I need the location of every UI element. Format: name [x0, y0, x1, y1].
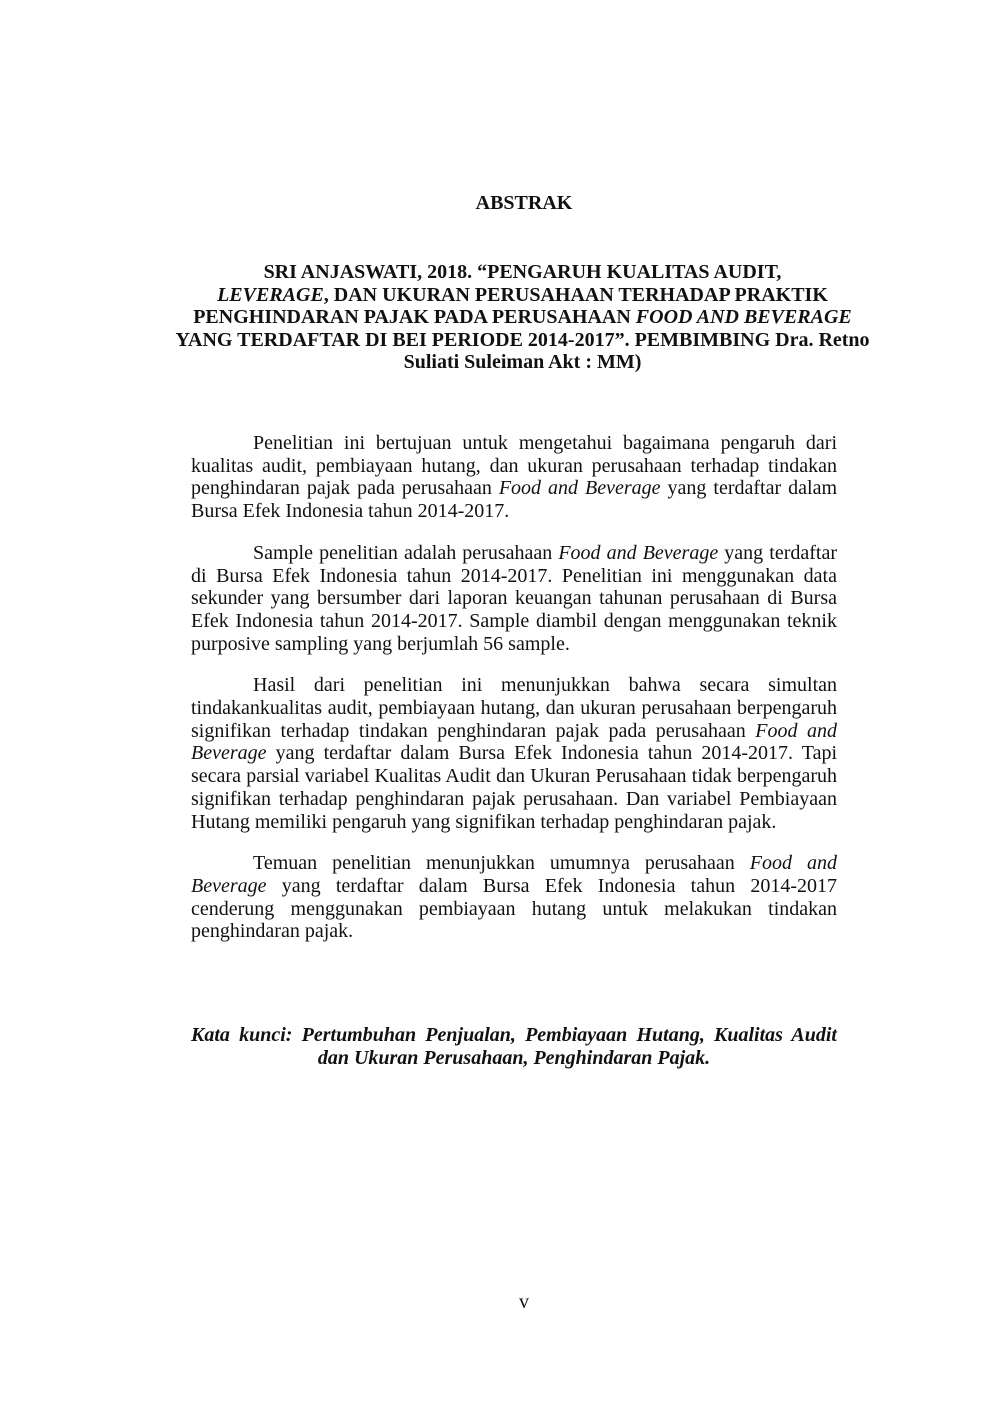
abstract-body — [191, 432, 837, 962]
paragraph-text: yang terdaftar dalam Bursa Efek Indonesia tahun 2014-2017. — [191, 477, 838, 523]
title-leverage-term: LEVERAGE — [217, 283, 324, 306]
paragraph-text: Hasil dari penelitian ini menunjukkan bahwa secara simultan tindakankualitas audit, pembiayaan hutang, dan ukuran perusahaan berpengaruh signifikan terhadap tindakan penghindaran pajak pada perusahaan — [191, 674, 837, 742]
abstract-paragraph-1 — [191, 432, 837, 523]
keywords: Kata kunci: Pertumbuhan Penjualan, Pembiayaan Hutang, Kualitas Audit dan Ukuran Perusahaan, Penghindaran Pajak. — [191, 1024, 837, 1069]
paragraph-text: Temuan penelitian menunjukkan umumnya perusahaan — [253, 852, 750, 875]
paragraph-text: Penelitian ini bertujuan untuk mengetahui bagaimana pengaruh dari kualitas audit, pembiayaan hutang, dan ukuran perusahaan terhadap tindakan penghindaran pajak pada perusahaan — [191, 432, 837, 500]
paragraph-text: Sample penelitian adalah perusahaan — [253, 541, 559, 564]
title-end-text: YANG TERDAFTAR DI BEI PERIODE 2014-2017”. PEMBIMBING Dra. Retno Suliati Suleiman Akt : MM) — [175, 328, 870, 374]
title-author-line: SRI ANJASWATI, 2018. “PENGARUH KUALITAS AUDIT, — [263, 261, 782, 283]
paragraph-italic-term: Food and Beverage — [498, 477, 661, 500]
page-number: v — [519, 1291, 529, 1313]
paragraph-text: yang terdaftar dalam Bursa Efek Indonesia tahun 2014-2017. Tapi secara parsial variabel Kualitas Audit dan Ukuran Perusahaan tidak berpengaruh signifikan terhadap penghindaran pajak perusahaan. Dan variabel Pembiayaan Hutang memiliki pengaruh yang signifikan terhadap penghindaran pajak. — [191, 742, 837, 833]
paragraph-text: yang terdaftar dalam Bursa Efek Indonesia tahun 2014-2017 cenderung menggunakan pembiayaan hutang untuk melakukan tindakan penghindaran pajak. — [191, 874, 837, 943]
abstract-paragraph-3 — [191, 674, 837, 833]
paragraph-text: yang terdaftar di Bursa Efek Indonesia tahun 2014-2017. Penelitian ini menggunakan data sekunder yang bersumber dari laporan keuangan tahunan perusahaan di Bursa Efek Indonesia tahun 2014-2017. Sample diambil dengan menggunakan teknik purposive sampling yang berjumlah 56 sample. — [191, 541, 837, 655]
paragraph-italic-term: Food and Beverage — [191, 852, 838, 897]
abstract-paragraph-2 — [191, 542, 837, 656]
title-food-beverage-term: FOOD AND BEVERAGE — [635, 306, 852, 329]
abstract-heading: ABSTRAK — [475, 192, 573, 214]
paragraph-italic-term: Food and Beverage — [558, 541, 719, 564]
paragraph-italic-term: Food and Beverage — [191, 719, 837, 765]
title-middle-text: , DAN UKURAN PERUSAHAAN TERHADAP PRAKTIK PENGHINDARAN PAJAK PADA PERUSAHAAN — [193, 283, 828, 329]
thesis-title — [170, 261, 875, 374]
abstract-paragraph-4 — [191, 852, 837, 943]
